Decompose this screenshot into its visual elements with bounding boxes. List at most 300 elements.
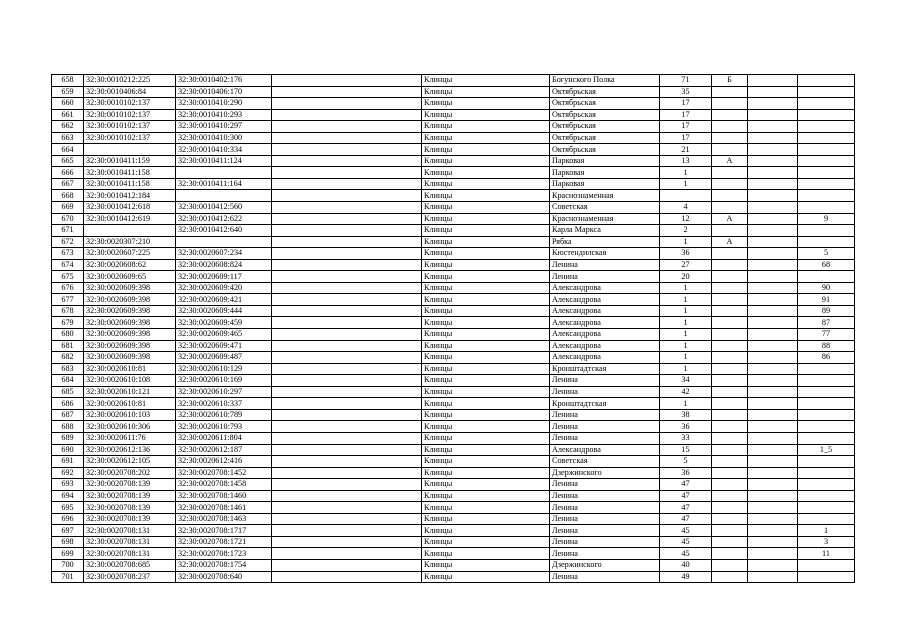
- cadastral-quarter-cell: 32:30:0020708:139: [84, 490, 176, 502]
- row-number-cell: 701: [52, 571, 84, 583]
- street-cell: Советская: [550, 202, 660, 214]
- empty-cell: [272, 502, 422, 514]
- table-row: [52, 409, 855, 421]
- cadastral-number-cell: 32:30:0020708:1461: [176, 502, 272, 514]
- empty-cell: [272, 444, 422, 456]
- cadastral-number-cell: 32:30:0020708:1717: [176, 525, 272, 537]
- cadastral-number-cell: 32:30:0020610:169: [176, 375, 272, 387]
- cadastral-quarter-cell: 32:30:0010412:619: [84, 213, 176, 225]
- row-number-cell: 691: [52, 456, 84, 468]
- city-cell: Клинцы: [422, 202, 550, 214]
- extra-cell: [748, 167, 798, 179]
- house-letter-cell: [712, 363, 748, 375]
- house-number-cell: 21: [660, 144, 712, 156]
- extra-cell: [748, 271, 798, 283]
- table-row: [52, 305, 855, 317]
- empty-cell: [272, 109, 422, 121]
- cadastral-quarter-cell: 32:30:0020708:685: [84, 559, 176, 571]
- row-number-cell: 661: [52, 109, 84, 121]
- house-number-cell: 4: [660, 202, 712, 214]
- cadastral-quarter-cell: 32:30:0020610:81: [84, 398, 176, 410]
- street-cell: Александрова: [550, 317, 660, 329]
- extra-cell: [748, 190, 798, 202]
- extra-cell: [748, 75, 798, 87]
- street-cell: Кронштадтская: [550, 398, 660, 410]
- cadastral-number-cell: 32:30:0020610:129: [176, 363, 272, 375]
- empty-cell: [272, 571, 422, 583]
- street-cell: Александрова: [550, 305, 660, 317]
- street-cell: Кронштадтская: [550, 363, 660, 375]
- cadastral-number-cell: 32:30:0020609:117: [176, 271, 272, 283]
- city-cell: Клинцы: [422, 398, 550, 410]
- street-cell: Октябрьская: [550, 132, 660, 144]
- city-cell: Клинцы: [422, 190, 550, 202]
- apartment-cell: 11: [798, 548, 855, 560]
- cadastral-quarter-cell: 32:30:0020708:139: [84, 513, 176, 525]
- empty-cell: [272, 467, 422, 479]
- city-cell: Клинцы: [422, 548, 550, 560]
- row-number-cell: 683: [52, 363, 84, 375]
- row-number-cell: 658: [52, 75, 84, 87]
- extra-cell: [748, 248, 798, 260]
- house-number-cell: 45: [660, 548, 712, 560]
- cadastral-number-cell: 32:30:0020708:1463: [176, 513, 272, 525]
- row-number-cell: 680: [52, 329, 84, 341]
- cadastral-number-cell: 32:30:0010412:560: [176, 202, 272, 214]
- house-number-cell: 49: [660, 571, 712, 583]
- street-cell: Александрова: [550, 294, 660, 306]
- cadastral-number-cell: 32:30:0010411:124: [176, 155, 272, 167]
- cadastral-number-cell: 32:30:0020609:487: [176, 352, 272, 364]
- street-cell: Ленина: [550, 409, 660, 421]
- extra-cell: [748, 352, 798, 364]
- apartment-cell: [798, 421, 855, 433]
- extra-cell: [748, 513, 798, 525]
- apartment-cell: [798, 109, 855, 121]
- street-cell: Дзержинского: [550, 559, 660, 571]
- apartment-cell: [798, 132, 855, 144]
- extra-cell: [748, 144, 798, 156]
- extra-cell: [748, 386, 798, 398]
- apartment-cell: [798, 121, 855, 133]
- cadastral-quarter-cell: 32:30:0020708:131: [84, 525, 176, 537]
- street-cell: Ленина: [550, 502, 660, 514]
- cadastral-quarter-cell: 32:30:0020607:225: [84, 248, 176, 260]
- empty-cell: [272, 352, 422, 364]
- cadastral-number-cell: 32:30:0010402:176: [176, 75, 272, 87]
- house-number-cell: 5: [660, 456, 712, 468]
- apartment-cell: [798, 490, 855, 502]
- street-cell: Карла Маркса: [550, 225, 660, 237]
- house-letter-cell: [712, 502, 748, 514]
- house-number-cell: 17: [660, 132, 712, 144]
- table-row: [52, 559, 855, 571]
- house-letter-cell: [712, 86, 748, 98]
- extra-cell: [748, 375, 798, 387]
- cadastral-quarter-cell: 32:30:0020609:398: [84, 294, 176, 306]
- table-row: [52, 386, 855, 398]
- extra-cell: [748, 409, 798, 421]
- house-letter-cell: А: [712, 155, 748, 167]
- house-number-cell: 20: [660, 271, 712, 283]
- city-cell: Клинцы: [422, 294, 550, 306]
- apartment-cell: [798, 75, 855, 87]
- empty-cell: [272, 479, 422, 491]
- house-number-cell: 1: [660, 167, 712, 179]
- city-cell: Клинцы: [422, 421, 550, 433]
- street-cell: Александрова: [550, 282, 660, 294]
- city-cell: Клинцы: [422, 467, 550, 479]
- house-number-cell: 1: [660, 340, 712, 352]
- city-cell: Клинцы: [422, 259, 550, 271]
- house-number-cell: 47: [660, 490, 712, 502]
- street-cell: Ленина: [550, 421, 660, 433]
- cadastral-number-cell: 32:30:0020708:1754: [176, 559, 272, 571]
- extra-cell: [748, 456, 798, 468]
- extra-cell: [748, 559, 798, 571]
- street-cell: Рябка: [550, 236, 660, 248]
- house-letter-cell: [712, 144, 748, 156]
- empty-cell: [272, 190, 422, 202]
- extra-cell: [748, 98, 798, 110]
- house-letter-cell: [712, 225, 748, 237]
- street-cell: Октябрьская: [550, 86, 660, 98]
- house-letter-cell: [712, 352, 748, 364]
- extra-cell: [748, 155, 798, 167]
- apartment-cell: 1: [798, 525, 855, 537]
- city-cell: Клинцы: [422, 155, 550, 167]
- apartment-cell: [798, 479, 855, 491]
- city-cell: Клинцы: [422, 167, 550, 179]
- house-letter-cell: [712, 467, 748, 479]
- house-number-cell: 40: [660, 559, 712, 571]
- extra-cell: [748, 548, 798, 560]
- street-cell: Краснознаменная: [550, 190, 660, 202]
- apartment-cell: 86: [798, 352, 855, 364]
- cadastral-number-cell: 32:30:0010411:164: [176, 178, 272, 190]
- city-cell: Клинцы: [422, 559, 550, 571]
- apartment-cell: 1_5: [798, 444, 855, 456]
- row-number-cell: 697: [52, 525, 84, 537]
- table-row: [52, 525, 855, 537]
- row-number-cell: 666: [52, 167, 84, 179]
- table-row: [52, 132, 855, 144]
- apartment-cell: [798, 225, 855, 237]
- apartment-cell: 5: [798, 248, 855, 260]
- table-row: [52, 352, 855, 364]
- empty-cell: [272, 340, 422, 352]
- apartment-cell: [798, 86, 855, 98]
- street-cell: Октябрьская: [550, 121, 660, 133]
- cadastral-quarter-cell: 32:30:0010102:137: [84, 98, 176, 110]
- table-row: [52, 86, 855, 98]
- table-row: [52, 236, 855, 248]
- cadastral-number-cell: 32:30:0010410:297: [176, 121, 272, 133]
- cadastral-number-cell: 32:30:0020607:234: [176, 248, 272, 260]
- row-number-cell: 670: [52, 213, 84, 225]
- cadastral-quarter-cell: 32:30:0020609:65: [84, 271, 176, 283]
- empty-cell: [272, 329, 422, 341]
- empty-cell: [272, 282, 422, 294]
- table-row: [52, 502, 855, 514]
- city-cell: Клинцы: [422, 144, 550, 156]
- city-cell: Клинцы: [422, 305, 550, 317]
- row-number-cell: 665: [52, 155, 84, 167]
- apartment-cell: 68: [798, 259, 855, 271]
- empty-cell: [272, 398, 422, 410]
- extra-cell: [748, 294, 798, 306]
- cadastral-number-cell: 32:30:0020609:444: [176, 305, 272, 317]
- apartment-cell: 90: [798, 282, 855, 294]
- house-number-cell: 35: [660, 86, 712, 98]
- table-row: [52, 456, 855, 468]
- cadastral-number-cell: 32:30:0020612:416: [176, 456, 272, 468]
- cadastral-quarter-cell: 32:30:0020307:210: [84, 236, 176, 248]
- house-number-cell: 36: [660, 467, 712, 479]
- house-letter-cell: [712, 271, 748, 283]
- table-row: [52, 317, 855, 329]
- empty-cell: [272, 525, 422, 537]
- city-cell: Клинцы: [422, 490, 550, 502]
- row-number-cell: 698: [52, 536, 84, 548]
- cadastral-quarter-cell: 32:30:0010102:137: [84, 121, 176, 133]
- house-number-cell: 1: [660, 236, 712, 248]
- cadastral-number-cell: 32:30:0020708:1723: [176, 548, 272, 560]
- apartment-cell: [798, 236, 855, 248]
- row-number-cell: 695: [52, 502, 84, 514]
- apartment-cell: 87: [798, 317, 855, 329]
- row-number-cell: 675: [52, 271, 84, 283]
- apartment-cell: [798, 502, 855, 514]
- house-number-cell: 17: [660, 98, 712, 110]
- empty-cell: [272, 213, 422, 225]
- apartment-cell: 3: [798, 536, 855, 548]
- street-cell: Дзержинского: [550, 467, 660, 479]
- cadastral-number-cell: 32:30:0020708:1460: [176, 490, 272, 502]
- empty-cell: [272, 513, 422, 525]
- apartment-cell: [798, 386, 855, 398]
- table-row: [52, 202, 855, 214]
- table-row: [52, 375, 855, 387]
- house-number-cell: 27: [660, 259, 712, 271]
- table-row: [52, 259, 855, 271]
- city-cell: Клинцы: [422, 86, 550, 98]
- empty-cell: [272, 432, 422, 444]
- street-cell: Парковая: [550, 167, 660, 179]
- row-number-cell: 694: [52, 490, 84, 502]
- cadastral-quarter-cell: 32:30:0020609:398: [84, 305, 176, 317]
- house-letter-cell: [712, 329, 748, 341]
- house-letter-cell: [712, 132, 748, 144]
- cadastral-quarter-cell: 32:30:0020610:81: [84, 363, 176, 375]
- apartment-cell: [798, 467, 855, 479]
- apartment-cell: [798, 571, 855, 583]
- apartment-cell: 9: [798, 213, 855, 225]
- apartment-cell: [798, 271, 855, 283]
- row-number-cell: 690: [52, 444, 84, 456]
- cadastral-number-cell: 32:30:0020608:824: [176, 259, 272, 271]
- extra-cell: [748, 236, 798, 248]
- apartment-cell: [798, 456, 855, 468]
- empty-cell: [272, 98, 422, 110]
- house-letter-cell: [712, 386, 748, 398]
- house-letter-cell: [712, 479, 748, 491]
- apartment-cell: [798, 202, 855, 214]
- city-cell: Клинцы: [422, 271, 550, 283]
- extra-cell: [748, 340, 798, 352]
- house-letter-cell: [712, 525, 748, 537]
- cadastral-quarter-cell: 32:30:0020708:131: [84, 536, 176, 548]
- apartment-cell: [798, 190, 855, 202]
- house-number-cell: 1: [660, 317, 712, 329]
- house-letter-cell: [712, 490, 748, 502]
- house-number-cell: 33: [660, 432, 712, 444]
- cadastral-number-cell: 32:30:0020708:1458: [176, 479, 272, 491]
- house-letter-cell: [712, 398, 748, 410]
- empty-cell: [272, 536, 422, 548]
- city-cell: Клинцы: [422, 225, 550, 237]
- house-number-cell: 36: [660, 248, 712, 260]
- street-cell: Ленина: [550, 259, 660, 271]
- row-number-cell: 668: [52, 190, 84, 202]
- extra-cell: [748, 121, 798, 133]
- city-cell: Клинцы: [422, 479, 550, 491]
- apartment-cell: [798, 375, 855, 387]
- row-number-cell: 669: [52, 202, 84, 214]
- table-row: [52, 513, 855, 525]
- table-row: [52, 479, 855, 491]
- city-cell: Клинцы: [422, 132, 550, 144]
- row-number-cell: 689: [52, 432, 84, 444]
- city-cell: Клинцы: [422, 409, 550, 421]
- street-cell: Советская: [550, 456, 660, 468]
- cadastral-quarter-cell: 32:30:0010412:184: [84, 190, 176, 202]
- table-row: [52, 213, 855, 225]
- table-row: [52, 432, 855, 444]
- empty-cell: [272, 375, 422, 387]
- street-cell: Александрова: [550, 352, 660, 364]
- row-number-cell: 674: [52, 259, 84, 271]
- house-letter-cell: А: [712, 213, 748, 225]
- extra-cell: [748, 86, 798, 98]
- cadastral-quarter-cell: 32:30:0010412:618: [84, 202, 176, 214]
- street-cell: Ленина: [550, 571, 660, 583]
- row-number-cell: 672: [52, 236, 84, 248]
- row-number-cell: 700: [52, 559, 84, 571]
- extra-cell: [748, 305, 798, 317]
- house-number-cell: 1: [660, 294, 712, 306]
- row-number-cell: 662: [52, 121, 84, 133]
- empty-cell: [272, 559, 422, 571]
- city-cell: Клинцы: [422, 456, 550, 468]
- house-number-cell: 12: [660, 213, 712, 225]
- extra-cell: [748, 421, 798, 433]
- table-row: [52, 329, 855, 341]
- house-letter-cell: [712, 98, 748, 110]
- apartment-cell: [798, 155, 855, 167]
- table-row: [52, 190, 855, 202]
- extra-cell: [748, 282, 798, 294]
- city-cell: Клинцы: [422, 340, 550, 352]
- cadastral-number-cell: 32:30:0020610:789: [176, 409, 272, 421]
- empty-cell: [272, 305, 422, 317]
- table-row: [52, 75, 855, 87]
- street-cell: Ленина: [550, 386, 660, 398]
- house-number-cell: 47: [660, 502, 712, 514]
- city-cell: Клинцы: [422, 121, 550, 133]
- street-cell: Ленина: [550, 513, 660, 525]
- house-letter-cell: Б: [712, 75, 748, 87]
- city-cell: Клинцы: [422, 109, 550, 121]
- empty-cell: [272, 548, 422, 560]
- empty-cell: [272, 490, 422, 502]
- extra-cell: [748, 398, 798, 410]
- extra-cell: [748, 213, 798, 225]
- table-row: [52, 167, 855, 179]
- cadastral-quarter-cell: 32:30:0020609:398: [84, 340, 176, 352]
- table-row: [52, 444, 855, 456]
- cadastral-number-cell: 32:30:0010410:293: [176, 109, 272, 121]
- apartment-cell: 77: [798, 329, 855, 341]
- house-number-cell: 1: [660, 398, 712, 410]
- house-number-cell: [660, 190, 712, 202]
- house-letter-cell: [712, 375, 748, 387]
- row-number-cell: 660: [52, 98, 84, 110]
- registry-table: [51, 74, 855, 583]
- extra-cell: [748, 444, 798, 456]
- apartment-cell: [798, 409, 855, 421]
- table-row: [52, 571, 855, 583]
- house-letter-cell: [712, 536, 748, 548]
- street-cell: Октябрьская: [550, 98, 660, 110]
- cadastral-number-cell: [176, 167, 272, 179]
- house-letter-cell: [712, 167, 748, 179]
- cadastral-quarter-cell: 32:30:0010411:159: [84, 155, 176, 167]
- cadastral-number-cell: 32:30:0020708:640: [176, 571, 272, 583]
- table-row: [52, 121, 855, 133]
- apartment-cell: [798, 513, 855, 525]
- cadastral-quarter-cell: 32:30:0010102:137: [84, 132, 176, 144]
- extra-cell: [748, 432, 798, 444]
- empty-cell: [272, 121, 422, 133]
- row-number-cell: 699: [52, 548, 84, 560]
- cadastral-number-cell: 32:30:0020612:187: [176, 444, 272, 456]
- house-number-cell: 36: [660, 421, 712, 433]
- house-number-cell: 15: [660, 444, 712, 456]
- apartment-cell: [798, 432, 855, 444]
- table-row: [52, 155, 855, 167]
- house-number-cell: 1: [660, 363, 712, 375]
- apartment-cell: 89: [798, 305, 855, 317]
- city-cell: Клинцы: [422, 317, 550, 329]
- empty-cell: [272, 386, 422, 398]
- extra-cell: [748, 363, 798, 375]
- table-row: [52, 548, 855, 560]
- cadastral-quarter-cell: 32:30:0020610:108: [84, 375, 176, 387]
- city-cell: Клинцы: [422, 502, 550, 514]
- street-cell: Ленина: [550, 490, 660, 502]
- street-cell: Ленина: [550, 525, 660, 537]
- city-cell: Клинцы: [422, 213, 550, 225]
- extra-cell: [748, 317, 798, 329]
- cadastral-number-cell: 32:30:0010410:290: [176, 98, 272, 110]
- house-number-cell: 45: [660, 536, 712, 548]
- cadastral-quarter-cell: 32:30:0020708:139: [84, 479, 176, 491]
- table-row: [52, 109, 855, 121]
- row-number-cell: 687: [52, 409, 84, 421]
- apartment-cell: [798, 559, 855, 571]
- row-number-cell: 676: [52, 282, 84, 294]
